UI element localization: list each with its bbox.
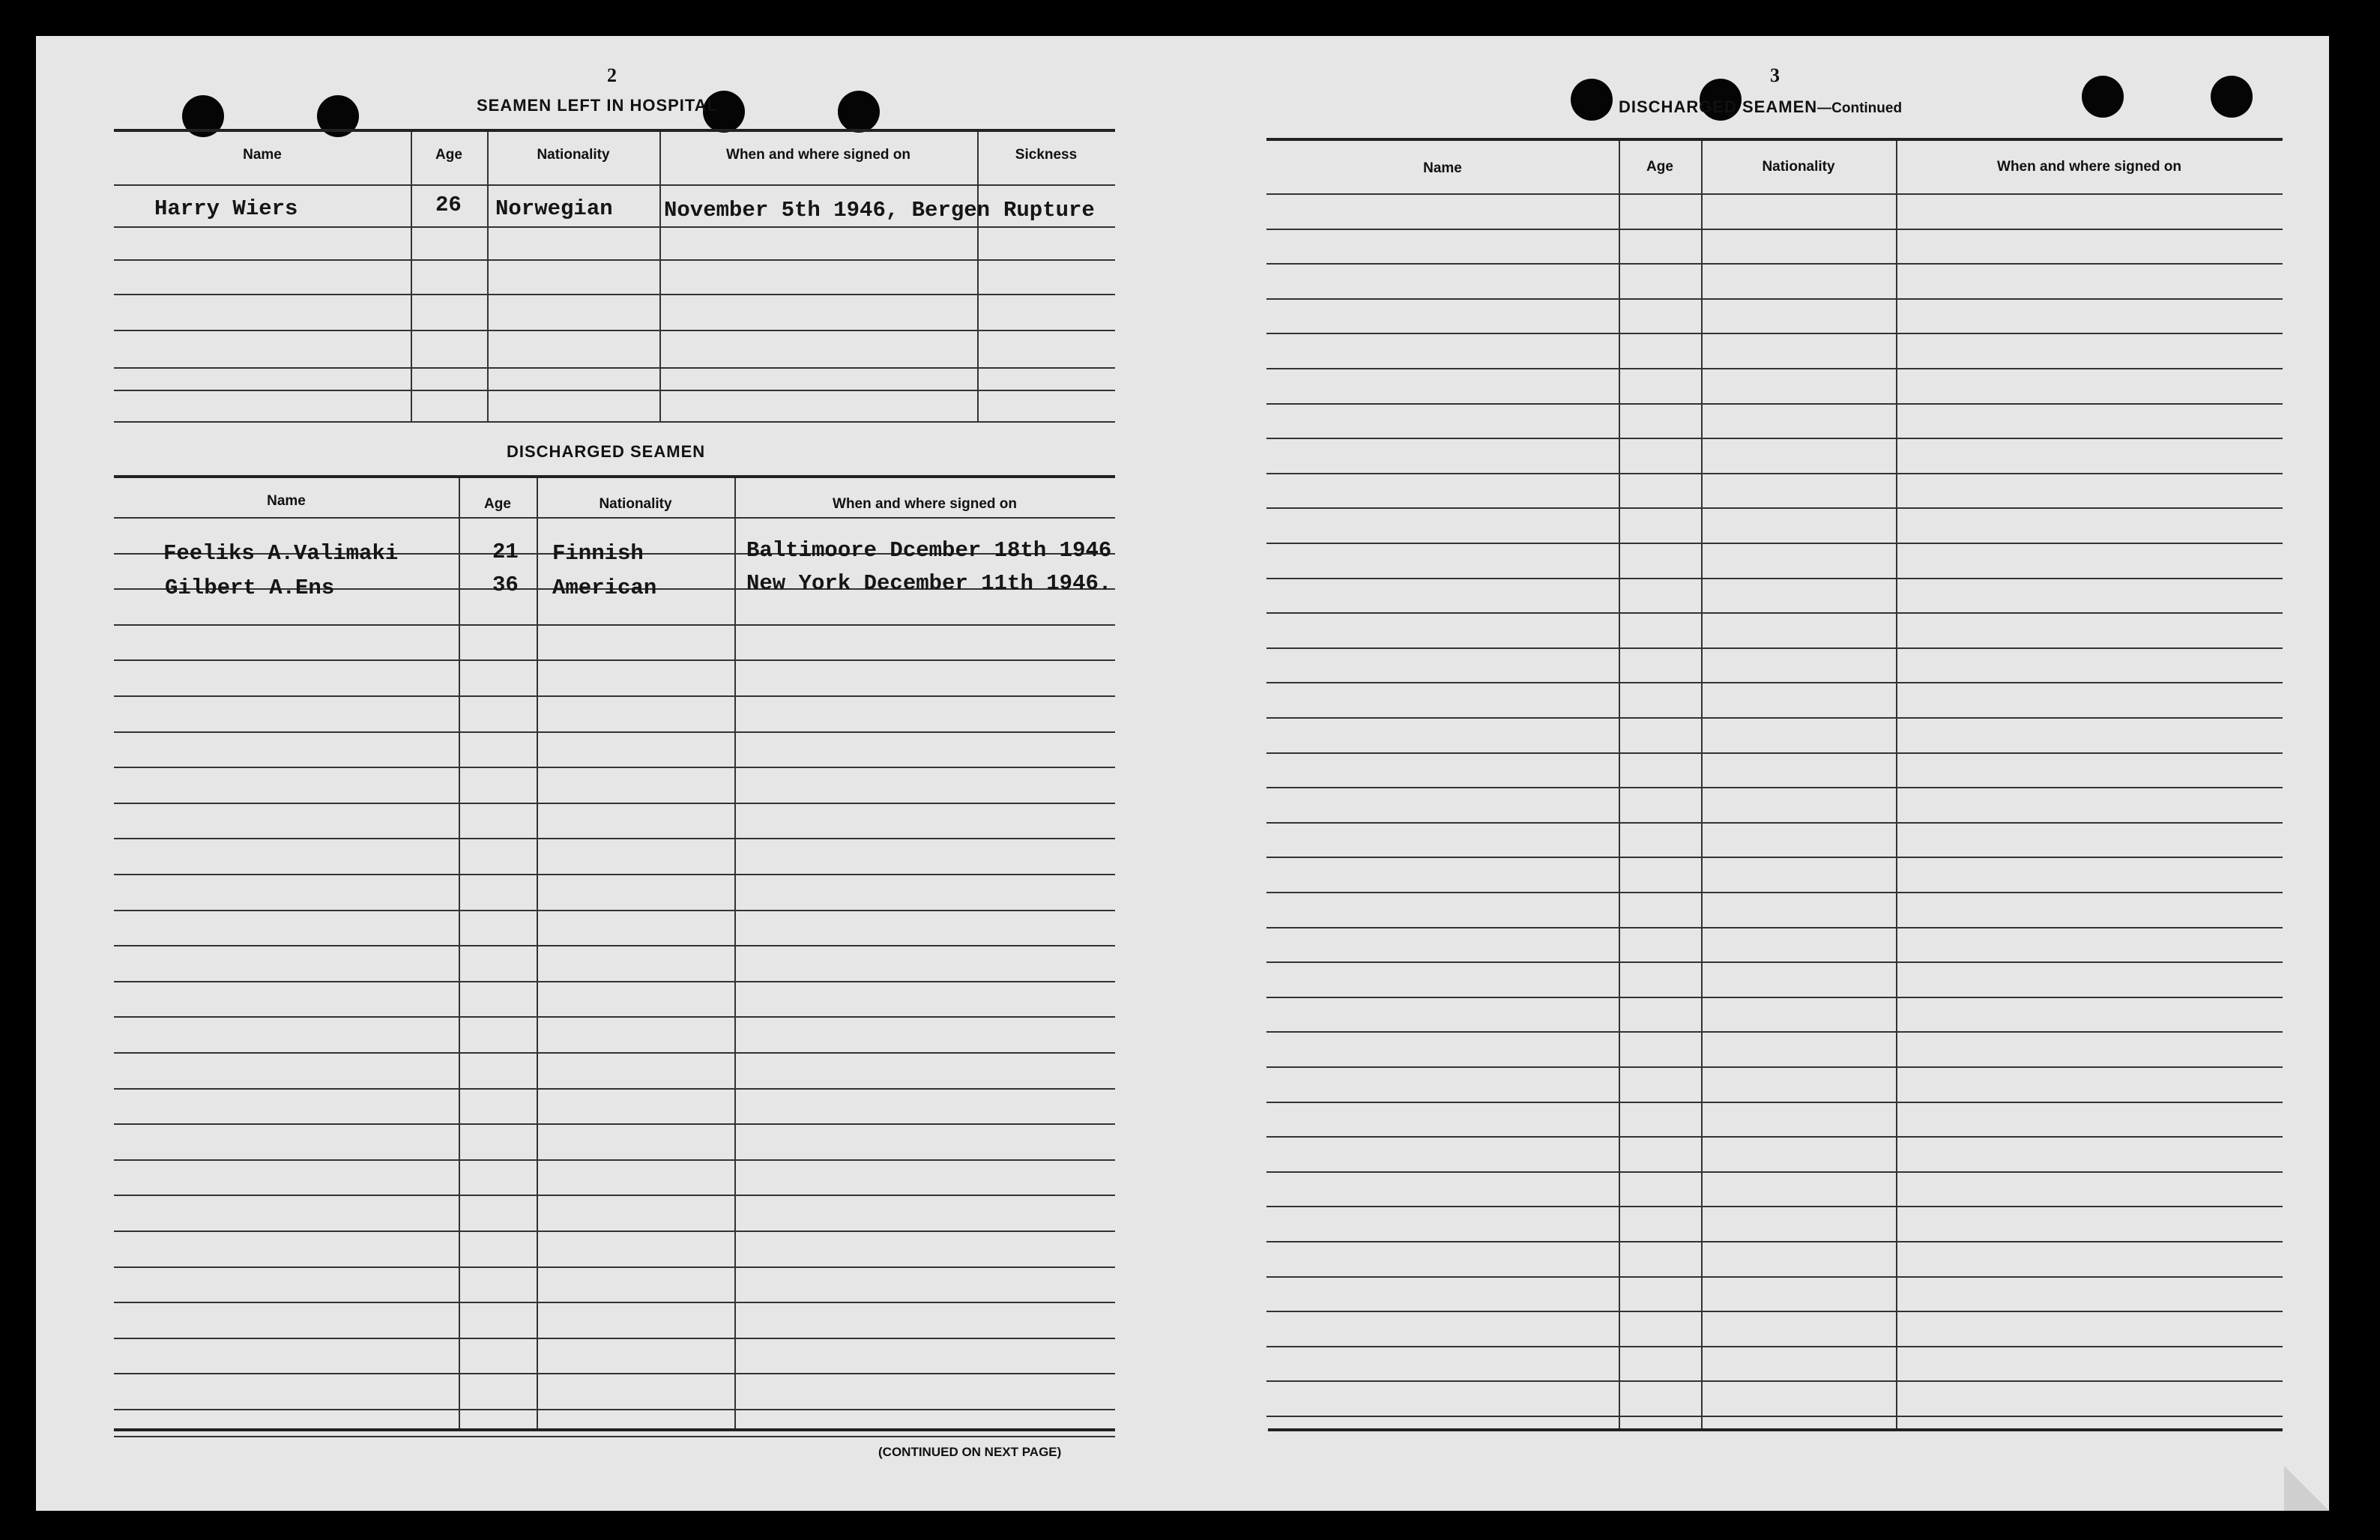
table-rule xyxy=(1266,612,2283,614)
table-rule xyxy=(1266,752,2283,754)
discharged-section-title: DISCHARGED SEAMEN xyxy=(507,442,706,461)
right-section-title-text: DISCHARGED SEAMEN xyxy=(1619,97,1818,116)
punch-hole xyxy=(2211,76,2253,118)
table-rule xyxy=(114,695,1115,697)
column-divider xyxy=(659,132,661,423)
table-rule xyxy=(114,910,1115,911)
table-rule xyxy=(1266,1206,2283,1207)
table-rule xyxy=(114,184,1115,186)
table-rule xyxy=(1266,927,2283,928)
table-rule xyxy=(1266,1346,2283,1347)
table-rule xyxy=(1266,787,2283,788)
table-rule xyxy=(114,1016,1115,1018)
table-rule xyxy=(114,226,1115,228)
hospital-age: 26 xyxy=(435,193,462,217)
discharged-nationality: Finnish xyxy=(552,541,644,566)
column-header-signed-on: When and where signed on xyxy=(726,147,910,163)
page-number: 2 xyxy=(607,64,617,86)
table-rule xyxy=(114,731,1115,733)
table-rule xyxy=(1266,1311,2283,1312)
column-header-nationality: Nationality xyxy=(599,496,672,512)
table-rule xyxy=(114,330,1115,331)
table-rule xyxy=(114,659,1115,661)
table-rule xyxy=(114,838,1115,839)
column-divider xyxy=(977,132,979,423)
document-page xyxy=(36,36,2329,1511)
table-rule xyxy=(114,294,1115,295)
table-rule xyxy=(1266,1276,2283,1278)
column-divider xyxy=(1896,141,1897,1428)
hospital-name: Harry Wiers xyxy=(154,196,298,221)
column-header-name: Name xyxy=(1423,160,1462,176)
table-rule xyxy=(1266,1171,2283,1173)
table-rule xyxy=(1266,193,2283,195)
table-rule xyxy=(114,1409,1115,1410)
discharged-signed-on: Baltimoore Dcember 18th 1946 xyxy=(746,538,1112,563)
table-rule xyxy=(1266,1066,2283,1068)
table-rule xyxy=(1266,333,2283,334)
table-rule xyxy=(114,1052,1115,1054)
column-header-name: Name xyxy=(267,493,306,509)
punch-hole xyxy=(838,91,880,133)
continued-footer: (CONTINUED ON NEXT PAGE) xyxy=(878,1445,1062,1459)
table-rule xyxy=(1266,507,2283,509)
column-divider xyxy=(734,478,736,1428)
column-divider xyxy=(1701,141,1703,1428)
table-rule xyxy=(1266,1241,2283,1242)
table-rule xyxy=(1266,1102,2283,1103)
table-rule xyxy=(1266,717,2283,719)
hospital-signed-on: November 5th 1946, Bergen xyxy=(664,198,991,223)
column-header-nationality: Nationality xyxy=(1762,159,1835,175)
table-rule xyxy=(1266,961,2283,963)
table-rule xyxy=(1266,438,2283,439)
punch-hole xyxy=(1571,79,1613,121)
discharged-name: Gilbert A.Ens xyxy=(165,576,335,600)
column-header-age: Age xyxy=(435,147,462,163)
table-rule xyxy=(114,803,1115,804)
table-rule xyxy=(114,767,1115,768)
table-rule xyxy=(1266,368,2283,369)
table-rule xyxy=(1266,298,2283,300)
column-divider xyxy=(411,132,412,423)
table-rule xyxy=(1266,229,2283,230)
table-rule xyxy=(114,1088,1115,1090)
right-section-title-suffix: —Continued xyxy=(1817,100,1903,116)
table-rule xyxy=(114,1338,1115,1339)
rule xyxy=(114,129,1115,132)
table-rule xyxy=(1266,473,2283,474)
table-rule xyxy=(114,624,1115,626)
table-rule xyxy=(114,390,1115,391)
column-header-signed-on: When and where signed on xyxy=(1997,159,2181,175)
table-rule xyxy=(114,1195,1115,1196)
table-rule xyxy=(114,1159,1115,1161)
hospital-section-title: SEAMEN LEFT IN HOSPITAL xyxy=(477,96,719,115)
discharged-signed-on: New York December 11th 1946. xyxy=(746,571,1112,596)
page-number: 3 xyxy=(1770,64,1780,86)
column-header-name: Name xyxy=(243,147,282,163)
discharged-nationality: American xyxy=(552,576,657,600)
page-curl xyxy=(2284,1466,2329,1511)
table-rule xyxy=(114,1373,1115,1374)
table-rule xyxy=(114,259,1115,261)
table-rule xyxy=(114,981,1115,982)
table-rule xyxy=(1266,682,2283,683)
table-rule xyxy=(1266,578,2283,579)
column-divider xyxy=(537,478,538,1428)
column-divider xyxy=(487,132,489,423)
rule xyxy=(114,1436,1115,1437)
rule xyxy=(114,1428,1115,1431)
rule xyxy=(114,475,1115,478)
table-rule xyxy=(114,945,1115,946)
hospital-sickness: Rupture xyxy=(1003,198,1095,223)
table-rule xyxy=(114,874,1115,875)
table-rule xyxy=(114,1266,1115,1268)
column-divider xyxy=(1619,141,1620,1428)
column-header-age: Age xyxy=(484,496,511,512)
table-rule xyxy=(1266,1031,2283,1033)
table-rule xyxy=(1266,1380,2283,1382)
column-header-sickness: Sickness xyxy=(1015,147,1078,163)
table-rule xyxy=(114,421,1115,423)
discharged-name: Feeliks A.Valimaki xyxy=(163,541,399,566)
rule xyxy=(1266,138,2283,141)
column-divider xyxy=(459,478,460,1428)
right-section-title xyxy=(1619,97,1902,117)
table-rule xyxy=(1266,263,2283,265)
column-header-signed-on: When and where signed on xyxy=(833,496,1017,512)
table-rule xyxy=(114,1302,1115,1303)
table-rule xyxy=(1266,857,2283,858)
column-header-age: Age xyxy=(1646,159,1673,175)
hospital-nationality: Norwegian xyxy=(495,196,613,221)
table-rule xyxy=(1266,647,2283,649)
table-rule xyxy=(1266,997,2283,998)
table-rule xyxy=(114,367,1115,369)
table-rule xyxy=(1266,403,2283,405)
table-rule xyxy=(1266,543,2283,544)
table-rule xyxy=(1266,892,2283,893)
rule xyxy=(1268,1428,2283,1431)
table-rule xyxy=(114,1123,1115,1125)
column-header-nationality: Nationality xyxy=(537,147,610,163)
discharged-age: 36 xyxy=(492,573,519,597)
punch-hole xyxy=(2082,76,2124,118)
table-rule xyxy=(1266,1416,2283,1417)
table-rule xyxy=(114,1231,1115,1232)
discharged-age: 21 xyxy=(492,540,519,564)
table-rule xyxy=(1266,1136,2283,1138)
table-rule xyxy=(1266,822,2283,824)
table-rule xyxy=(114,517,1115,519)
